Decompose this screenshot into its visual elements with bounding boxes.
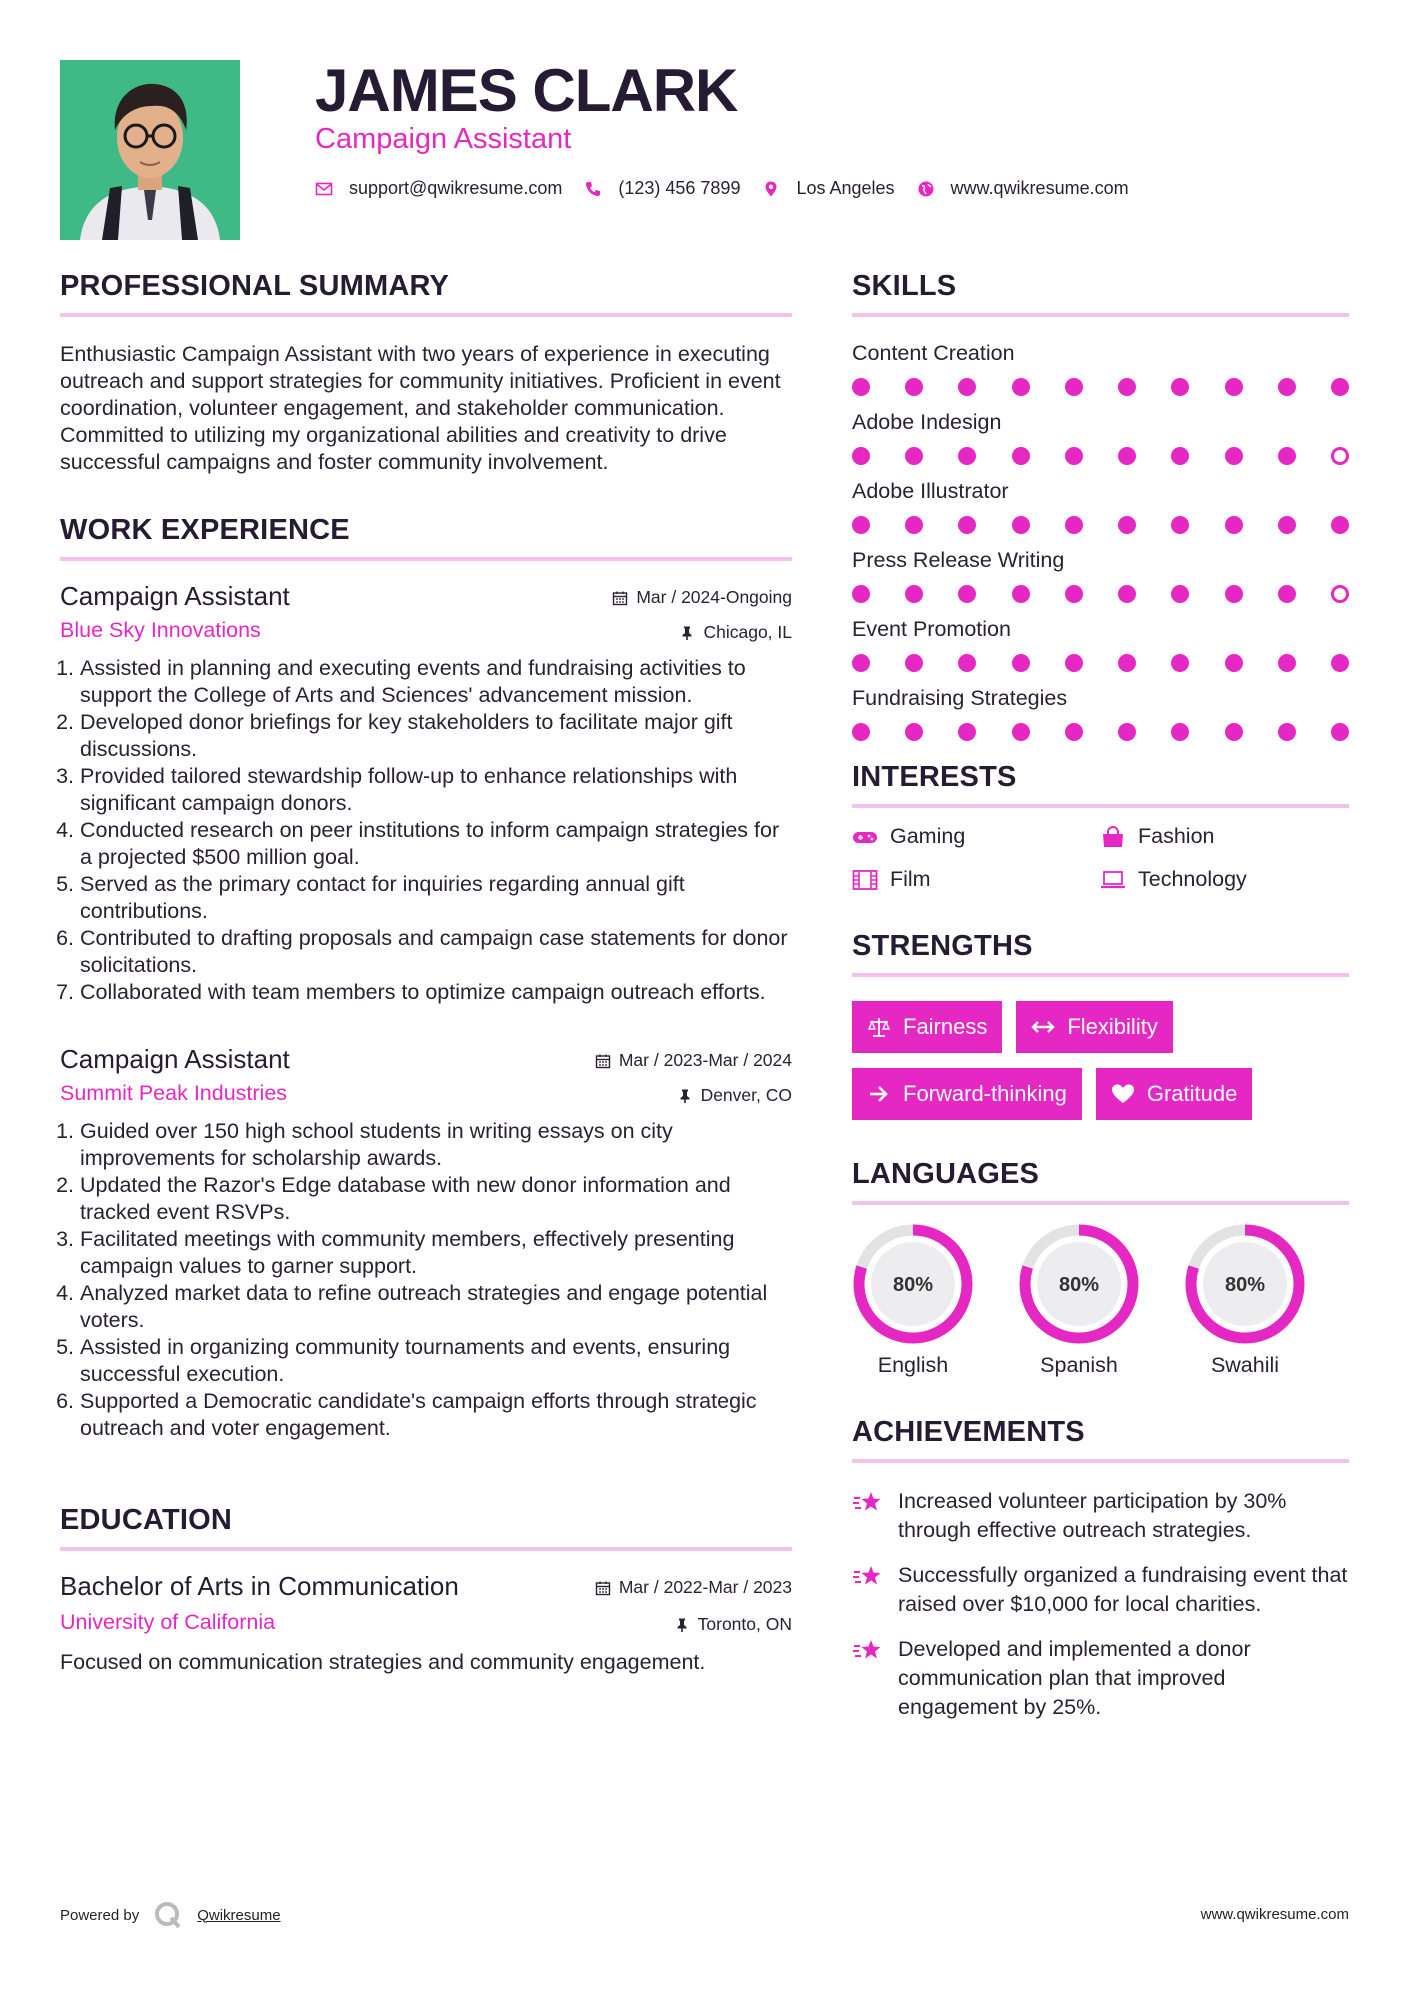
duty-item: 5. Assisted in organizing community tournaments and events, ensuring successful execution.	[80, 1334, 792, 1388]
interests-section	[852, 761, 1349, 892]
skill-rating	[852, 585, 1349, 603]
school-name: University of California	[60, 1610, 276, 1634]
strengths-section	[852, 930, 1349, 1120]
rating-dot-filled	[1118, 654, 1136, 672]
job-role: Campaign Assistant	[60, 581, 290, 611]
rating-dot-filled	[1118, 723, 1136, 741]
rating-dot-filled	[1065, 516, 1083, 534]
heart-icon	[1111, 1083, 1135, 1105]
contact-location	[762, 178, 894, 199]
duty-item: 3. Provided tailored stewardship follow-up to enhance relationships with significant campaign donors.	[80, 763, 792, 817]
interest-label: Fashion	[1138, 824, 1215, 848]
candidate-name: JAMES CLARK	[315, 57, 738, 124]
language-item	[1018, 1223, 1140, 1378]
achievement-item	[852, 1487, 1349, 1545]
rating-dot-filled	[1065, 378, 1083, 396]
interest-fashion	[1100, 824, 1349, 849]
rating-dot-filled	[1278, 723, 1296, 741]
rating-dot-filled	[1331, 654, 1349, 672]
strength-label: Gratitude	[1146, 1081, 1238, 1106]
language-name: English	[877, 1353, 949, 1377]
interest-gaming	[852, 824, 1100, 849]
duty-item: 7. Collaborated with team members to optimize campaign outreach efforts.	[80, 979, 792, 1006]
rating-dot-filled	[1278, 447, 1296, 465]
calendar-icon	[612, 590, 628, 606]
calendar-icon	[595, 1053, 611, 1069]
duty-item: 3. Facilitated meetings with community members, effectively presenting campaign values to garner support.	[80, 1226, 792, 1280]
laptop-icon	[1100, 869, 1126, 891]
achievement-text: Increased volunteer participation by 30% through effective outreach strategies.	[898, 1489, 1287, 1542]
job-dates	[595, 1050, 792, 1071]
language-item	[1184, 1223, 1306, 1378]
skills-heading: SKILLS	[852, 270, 1349, 317]
job-dates-text: Mar / 2023-Mar / 2024	[618, 1050, 792, 1070]
duty-item: 6. Contributed to drafting proposals and campaign case statements for donor solicitations.	[80, 925, 792, 979]
interest-technology	[1100, 867, 1349, 892]
achievements-list	[852, 1487, 1349, 1722]
job-company: Summit Peak Industries	[60, 1081, 288, 1105]
strength-tag-flexibility	[1016, 1001, 1172, 1053]
rating-dot-filled	[1171, 447, 1189, 465]
phone-icon	[584, 180, 602, 198]
interests-grid	[852, 824, 1349, 892]
rating-dot-filled	[1012, 654, 1030, 672]
rating-dot-filled	[1331, 516, 1349, 534]
rating-dot-filled	[1118, 585, 1136, 603]
summary-text: Enthusiastic Campaign Assistant with two years of experience in executing outreach and support strategies for community initiatives. Proficient in event coordination, volunteer engagement, and stakeholder communication. Committed to utilizing my organizational abilities and creativity to drive successful campaigns and foster community involvement.	[60, 342, 781, 474]
rating-dot-filled	[1171, 378, 1189, 396]
rating-dot-filled	[1225, 654, 1243, 672]
education-location	[674, 1614, 792, 1635]
rating-dot-filled	[852, 516, 870, 534]
rating-dot-filled	[852, 378, 870, 396]
interest-label: Technology	[1138, 867, 1247, 891]
rating-dot-filled	[1118, 378, 1136, 396]
education-section	[60, 1504, 792, 1676]
map-pin-icon	[762, 180, 780, 198]
strength-tag-fairness	[852, 1001, 1002, 1053]
skill-name: Fundraising Strategies	[852, 686, 1068, 710]
rating-dot-filled	[1171, 723, 1189, 741]
contact-email[interactable]	[315, 178, 562, 199]
rating-dot-filled	[852, 585, 870, 603]
rating-dot-filled	[1118, 516, 1136, 534]
education-location-text: Toronto, ON	[697, 1614, 792, 1634]
job-location-text: Chicago, IL	[703, 622, 792, 642]
job-dates-text: Mar / 2024-Ongoing	[636, 587, 792, 607]
skill-name: Adobe Indesign	[852, 410, 1002, 434]
strength-label: Flexibility	[1067, 1014, 1158, 1039]
skill-rating	[852, 654, 1349, 672]
strength-tag-forward-thinking	[852, 1068, 1082, 1120]
duty-item: 1. Guided over 150 high school students in writing essays on city improvements for scholarship awards.	[80, 1118, 792, 1172]
strength-label: Fairness	[903, 1014, 988, 1039]
rating-dot-filled	[905, 447, 923, 465]
rating-dot-filled	[1278, 516, 1296, 534]
rating-dot-filled	[958, 585, 976, 603]
achievement-item	[852, 1635, 1349, 1722]
rating-dot-filled	[958, 447, 976, 465]
skill-name: Content Creation	[852, 341, 1015, 365]
rating-dot-filled	[1012, 585, 1030, 603]
person-portrait-icon	[60, 60, 240, 240]
phone-text: (123) 456 7899	[618, 178, 741, 198]
interest-label: Film	[890, 867, 931, 891]
rating-dot-filled	[958, 516, 976, 534]
email-text: support@qwikresume.com	[349, 178, 563, 198]
profile-photo	[60, 60, 240, 240]
rating-dot-filled	[1225, 723, 1243, 741]
achievement-text: Developed and implemented a donor communication plan that improved engagement by 25%.	[898, 1637, 1251, 1719]
rating-dot-filled	[1118, 447, 1136, 465]
strength-tag-gratitude	[1096, 1068, 1253, 1120]
job-duties-list	[60, 655, 792, 1006]
rating-dot-filled	[1171, 654, 1189, 672]
footer-brand-link[interactable]: Qwikresume	[197, 1906, 281, 1924]
language-name: Swahili	[1210, 1353, 1280, 1377]
left-column	[60, 270, 792, 1676]
footer-branding	[60, 1900, 281, 1930]
duty-item: 4. Analyzed market data to refine outreach strategies and engage potential voters.	[80, 1280, 792, 1334]
achievement-text: Successfully organized a fundraising event that raised over $10,000 for local charities.	[898, 1563, 1348, 1616]
job-duties-list	[60, 1118, 792, 1442]
location-text: Los Angeles	[796, 178, 895, 198]
duty-item: 2. Updated the Razor's Edge database with new donor information and tracked event RSVPs.	[80, 1172, 792, 1226]
language-progress-ring	[1018, 1223, 1140, 1345]
rating-dot-filled	[1012, 723, 1030, 741]
duty-item: 4. Conducted research on peer institutions to inform campaign strategies for a projected $500 million goal.	[80, 817, 792, 871]
footer-website[interactable]: www.qwikresume.com	[1200, 1906, 1349, 1923]
gamepad-icon	[852, 826, 878, 848]
rating-dot-filled	[1331, 723, 1349, 741]
duty-item: 5. Served as the primary contact for inquiries regarding annual gift contributions.	[80, 871, 792, 925]
skill-name: Event Promotion	[852, 617, 1011, 641]
calendar-icon	[595, 1580, 611, 1596]
website-text: www.qwikresume.com	[950, 178, 1129, 198]
job-role: Campaign Assistant	[60, 1044, 290, 1074]
powered-by-text: Powered by	[60, 1906, 140, 1924]
education-dates-text: Mar / 2022-Mar / 2023	[618, 1577, 792, 1597]
shopping-bag-icon	[1100, 826, 1126, 848]
right-column	[852, 270, 1349, 1738]
job-location	[679, 622, 792, 643]
arrow-right-icon	[867, 1083, 891, 1105]
rating-dot-filled	[1331, 378, 1349, 396]
shooting-star-icon	[852, 1636, 884, 1664]
language-progress-ring	[1184, 1223, 1306, 1345]
rating-dot-empty	[1331, 585, 1349, 603]
contact-website[interactable]	[917, 178, 1129, 199]
experience-heading: WORK EXPERIENCE	[60, 514, 792, 561]
strengths-list	[852, 1001, 1349, 1120]
job-location	[677, 1085, 792, 1106]
education-dates	[595, 1577, 792, 1598]
rating-dot-filled	[1171, 585, 1189, 603]
rating-dot-filled	[1225, 378, 1243, 396]
rating-dot-filled	[905, 378, 923, 396]
skill-rating	[852, 378, 1349, 396]
rating-dot-filled	[1012, 378, 1030, 396]
contact-phone[interactable]	[584, 178, 740, 199]
shooting-star-icon	[852, 1562, 884, 1590]
rating-dot-filled	[905, 723, 923, 741]
education-description: Focused on communication strategies and community engagement.	[60, 1650, 706, 1674]
language-percent: 80%	[1224, 1274, 1266, 1296]
rating-dot-filled	[1012, 516, 1030, 534]
rating-dot-filled	[1171, 516, 1189, 534]
summary-heading: PROFESSIONAL SUMMARY	[60, 270, 792, 317]
language-name: Spanish	[1040, 1353, 1118, 1377]
pushpin-icon	[679, 625, 695, 641]
duty-item: 6. Supported a Democratic candidate's campaign efforts through strategic outreach and voter engagement.	[80, 1388, 792, 1442]
interest-film	[852, 867, 1100, 892]
arrows-horizontal-icon	[1031, 1016, 1055, 1038]
degree-title: Bachelor of Arts in Communication	[60, 1571, 459, 1601]
skill-name: Press Release Writing	[852, 548, 1065, 572]
achievement-item	[852, 1561, 1349, 1619]
rating-dot-filled	[852, 654, 870, 672]
rating-dot-filled	[958, 654, 976, 672]
rating-dot-filled	[852, 723, 870, 741]
rating-dot-filled	[958, 378, 976, 396]
achievements-heading: ACHIEVEMENTS	[852, 1416, 1349, 1463]
strength-label: Forward-thinking	[903, 1081, 1067, 1106]
skill-name: Adobe Illustrator	[852, 479, 1009, 503]
duty-item: 2. Developed donor briefings for key stakeholders to facilitate major gift discussions.	[80, 709, 792, 763]
rating-dot-filled	[958, 723, 976, 741]
education-heading: EDUCATION	[60, 1504, 792, 1551]
candidate-title: Campaign Assistant	[315, 123, 572, 155]
contact-bar	[315, 178, 1151, 199]
languages-list	[852, 1223, 1349, 1378]
rating-dot-filled	[1225, 585, 1243, 603]
rating-dot-filled	[1012, 447, 1030, 465]
pushpin-icon	[674, 1617, 690, 1633]
interest-label: Gaming	[890, 824, 966, 848]
rating-dot-filled	[1065, 585, 1083, 603]
achievements-section	[852, 1416, 1349, 1722]
job-entry-2	[60, 1044, 792, 1442]
rating-dot-filled	[1278, 378, 1296, 396]
skills-list	[852, 341, 1349, 741]
rating-dot-filled	[1225, 447, 1243, 465]
rating-dot-empty	[1331, 447, 1349, 465]
language-item	[852, 1223, 974, 1378]
rating-dot-filled	[905, 516, 923, 534]
interests-heading: INTERESTS	[852, 761, 1349, 808]
envelope-icon	[315, 180, 333, 198]
rating-dot-filled	[905, 654, 923, 672]
languages-section	[852, 1158, 1349, 1378]
rating-dot-filled	[1225, 516, 1243, 534]
experience-section	[60, 514, 792, 1442]
skills-section	[852, 270, 1349, 741]
shooting-star-icon	[852, 1488, 884, 1516]
duty-item: 1. Assisted in planning and executing events and fundraising activities to support the College of Arts and Sciences' advancement mission.	[80, 655, 792, 709]
rating-dot-filled	[1065, 447, 1083, 465]
skill-rating	[852, 723, 1349, 741]
rating-dot-filled	[852, 447, 870, 465]
language-progress-ring	[852, 1223, 974, 1345]
rating-dot-filled	[1065, 654, 1083, 672]
strengths-heading: STRENGTHS	[852, 930, 1349, 977]
rating-dot-filled	[1278, 654, 1296, 672]
skill-rating	[852, 447, 1349, 465]
balance-scale-icon	[867, 1016, 891, 1038]
pushpin-icon	[677, 1088, 693, 1104]
job-entry-1	[60, 581, 792, 1006]
summary-section	[60, 270, 792, 476]
skill-rating	[852, 516, 1349, 534]
job-location-text: Denver, CO	[700, 1085, 792, 1105]
languages-heading: LANGUAGES	[852, 1158, 1349, 1205]
film-icon	[852, 869, 878, 891]
language-percent: 80%	[1058, 1274, 1100, 1296]
globe-icon	[917, 180, 935, 198]
rating-dot-filled	[1278, 585, 1296, 603]
language-percent: 80%	[892, 1274, 934, 1296]
rating-dot-filled	[905, 585, 923, 603]
job-dates	[612, 587, 792, 608]
qwikresume-logo-icon	[153, 1900, 183, 1930]
rating-dot-filled	[1065, 723, 1083, 741]
job-company: Blue Sky Innovations	[60, 618, 261, 642]
